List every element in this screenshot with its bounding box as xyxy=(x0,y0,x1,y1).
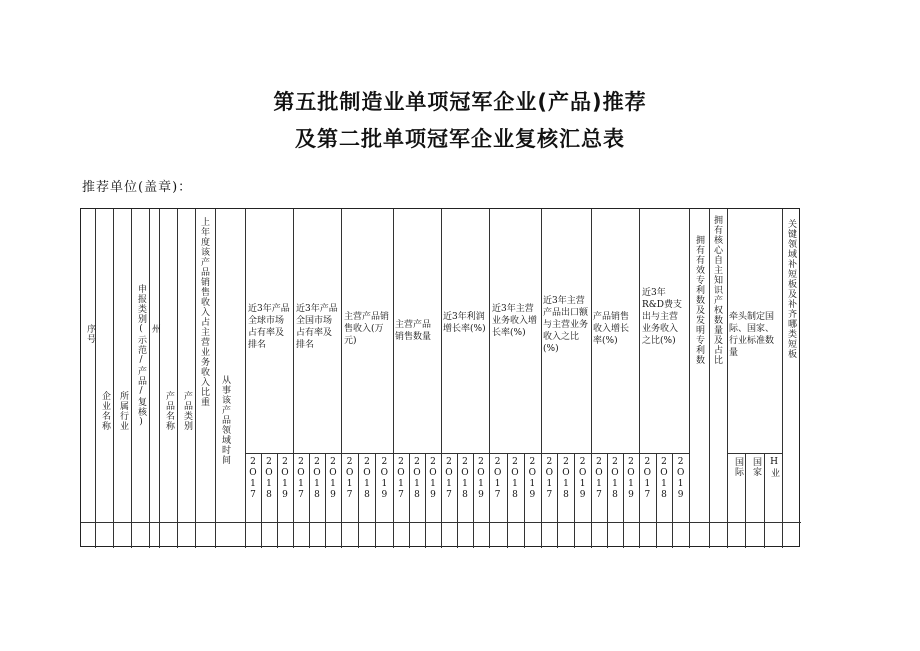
header-std-intl: 国际 xyxy=(733,457,743,477)
recommend-unit-label: 推荐单位(盖章)： xyxy=(82,180,193,195)
year-label: 2 O 1 8 xyxy=(363,457,371,500)
year-label: 2 O 1 9 xyxy=(528,457,537,500)
year-label: 2 O 1 7 xyxy=(297,457,305,500)
year-label: 2 O 1 8 xyxy=(461,457,469,500)
title-line-2: 及第二批单项冠军企业复核汇总表 xyxy=(295,127,625,151)
header-product-type: 产品类别 xyxy=(182,391,192,431)
summary-table xyxy=(80,208,800,547)
year-label: 2 O 1 9 xyxy=(477,457,485,500)
header-profit-growth: 近3年利润增长率(%) xyxy=(443,312,486,334)
header-standards: 牵头制定国际、国家、行业标准数量 xyxy=(729,312,775,358)
header-category: 申报类别(示范/产品/复核) xyxy=(136,284,146,428)
year-label: 2 O 1 7 xyxy=(493,457,502,500)
header-revenue: 主营产品销售收入(万元) xyxy=(344,312,390,346)
year-label: 2 O 1 9 xyxy=(578,457,587,500)
title-line-1: 第五批制造业单项冠军企业(产品)推荐 xyxy=(273,90,647,114)
year-label: 2 O 1 7 xyxy=(595,457,603,500)
year-label: 2 O 1 7 xyxy=(545,457,554,500)
header-ip: 拥有核心自主知识产权数量及占比 xyxy=(712,215,722,365)
header-company: 企业名称 xyxy=(100,391,110,431)
year-label: 2 O 1 8 xyxy=(265,457,273,500)
year-label: 2 O 1 9 xyxy=(281,457,289,500)
header-patents: 拥有有效专利数及发明专利数 xyxy=(694,235,704,365)
year-label: 2 O 1 8 xyxy=(660,457,668,500)
year-label: 2 O 1 8 xyxy=(611,457,619,500)
header-serial: 序号 xyxy=(85,324,95,344)
year-label: 2 O 1 7 xyxy=(397,457,405,500)
header-business-growth: 近3年主营业务收入增长率(%) xyxy=(492,304,538,338)
header-volume: 主营产品销售数量 xyxy=(395,320,432,342)
header-rd-ratio: 近3年R&D费支出与主营业务收入之比(%) xyxy=(642,288,683,346)
year-label: 2 O 1 9 xyxy=(329,457,337,500)
year-label: 2 O 1 7 xyxy=(249,457,257,500)
year-label: 2 O 1 9 xyxy=(380,457,389,500)
header-sales-growth: 产品销售收入增长率(%) xyxy=(593,312,630,346)
year-label: 2 O 1 8 xyxy=(562,457,570,500)
header-key-areas: 关键领域补短板及补齐哪类短板 xyxy=(786,219,796,359)
year-label: 2 O 1 9 xyxy=(429,457,437,500)
header-industry: 所属行业 xyxy=(118,391,128,431)
header-std-ind: H业 xyxy=(769,457,779,478)
header-product-name: 产品名称 xyxy=(164,391,174,431)
year-label: 2 O 1 7 xyxy=(345,457,354,500)
header-export-ratio: 近3年主营产品出口额与主营业务收入之比(%) xyxy=(543,296,589,354)
header-global-share: 近3年产品全球市场占有率及排名 xyxy=(248,304,290,350)
year-label: 2 O 1 7 xyxy=(445,457,453,500)
header-national-share: 近3年产品全国市场占有率及排名 xyxy=(296,304,338,350)
year-label: 2 O 1 8 xyxy=(511,457,519,500)
header-std-natl: 国家 xyxy=(751,457,761,477)
header-share: 上年度该产品销售收入占主营业务收入比重 xyxy=(199,217,209,407)
year-label: 2 O 1 8 xyxy=(313,457,321,500)
year-label: 2 O 1 9 xyxy=(676,457,685,500)
header-stray: 州 xyxy=(150,324,160,334)
header-years-in-field: 从事该产品领域时间 xyxy=(220,375,230,465)
year-label: 2 O 1 8 xyxy=(413,457,421,500)
year-label: 2 O 1 9 xyxy=(627,457,635,500)
year-label: 2 O 1 7 xyxy=(643,457,652,500)
